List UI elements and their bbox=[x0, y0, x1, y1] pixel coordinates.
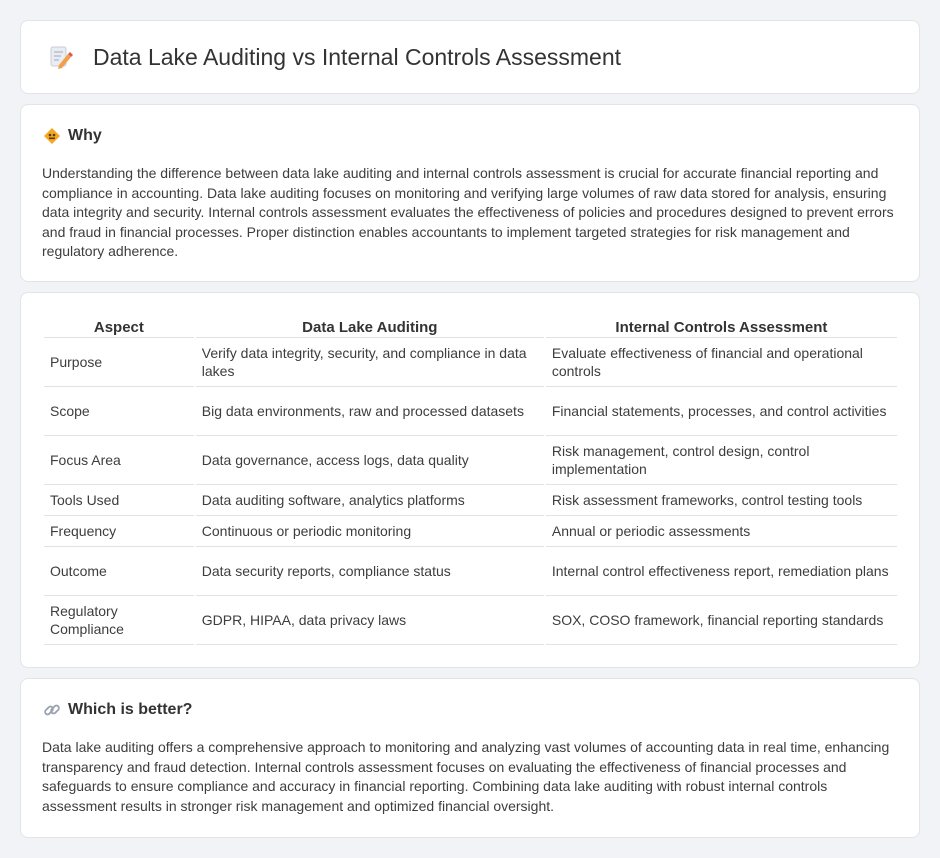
table-row bbox=[44, 387, 897, 436]
data-lake-cell: Continuous or periodic monitoring bbox=[196, 516, 544, 547]
aspect-cell: Purpose bbox=[44, 338, 194, 387]
table-header-row bbox=[44, 316, 897, 338]
data-lake-cell: Data security reports, compliance status bbox=[196, 547, 544, 596]
aspect-cell: Regulatory Compliance bbox=[44, 596, 194, 645]
header-aspect: Aspect bbox=[44, 316, 194, 338]
data-lake-cell: Verify data integrity, security, and compliance in data lakes bbox=[196, 338, 544, 387]
internal-controls-cell: SOX, COSO framework, financial reporting standards bbox=[546, 596, 897, 645]
internal-controls-cell: Evaluate effectiveness of financial and operational controls bbox=[546, 338, 897, 387]
data-lake-cell: Data auditing software, analytics platforms bbox=[196, 485, 544, 516]
which-is-better-text: Data lake auditing offers a comprehensive approach to monitoring and analyzing vast volumes of accounting data in real time, enhancing transparency and fraud detection. Internal controls assessment focuses on evaluating the effectiveness of financial processes and safeguards to ensure compliance and accuracy in financial reporting. Combining data lake auditing with robust internal controls assessment results in stronger risk management and optimized financial oversight. bbox=[42, 739, 890, 814]
header-internal-controls: Internal Controls Assessment bbox=[546, 316, 897, 338]
internal-controls-cell: Internal control effectiveness report, remediation plans bbox=[546, 547, 897, 596]
which-is-better-title: Which is better? bbox=[68, 701, 193, 718]
title-card bbox=[20, 20, 920, 94]
table-row bbox=[44, 436, 897, 485]
comparison-card bbox=[20, 292, 920, 668]
table-row bbox=[44, 485, 897, 516]
aspect-cell: Focus Area bbox=[44, 436, 194, 485]
table-row bbox=[44, 338, 897, 387]
document-pencil-icon bbox=[47, 44, 73, 70]
internal-controls-cell: Risk assessment frameworks, control testing tools bbox=[546, 485, 897, 516]
aspect-cell: Scope bbox=[44, 387, 194, 436]
header-data-lake-auditing: Data Lake Auditing bbox=[196, 316, 544, 338]
table-row bbox=[44, 516, 897, 547]
aspect-cell: Frequency bbox=[44, 516, 194, 547]
aspect-cell: Outcome bbox=[44, 547, 194, 596]
data-lake-cell: GDPR, HIPAA, data privacy laws bbox=[196, 596, 544, 645]
why-title: Why bbox=[68, 127, 102, 144]
why-text: Understanding the difference between data lake auditing and internal controls assessment is crucial for accurate financial reporting and compliance in accounting. Data lake auditing focuses on monitoring and verifying large volumes of raw data stored for analysis, ensuring data integrity and security. Internal controls assessment evaluates the effectiveness of policies and procedures designed to prevent errors and fraud in financial processes. Proper distinction enables accountants to implement targeted strategies for risk management and regulatory adherence. bbox=[42, 165, 894, 260]
data-lake-cell: Data governance, access logs, data quality bbox=[196, 436, 544, 485]
link-icon bbox=[43, 701, 61, 719]
why-section bbox=[20, 104, 920, 282]
comparison-table bbox=[42, 316, 899, 645]
data-lake-cell: Big data environments, raw and processed datasets bbox=[196, 387, 544, 436]
warning-diamond-icon bbox=[43, 127, 61, 145]
internal-controls-cell: Annual or periodic assessments bbox=[546, 516, 897, 547]
which-is-better-section bbox=[20, 678, 920, 838]
table-row bbox=[44, 547, 897, 596]
aspect-cell: Tools Used bbox=[44, 485, 194, 516]
internal-controls-cell: Financial statements, processes, and control activities bbox=[546, 387, 897, 436]
table-row bbox=[44, 596, 897, 645]
page-title: Data Lake Auditing vs Internal Controls Assessment bbox=[93, 43, 622, 70]
internal-controls-cell: Risk management, control design, control implementation bbox=[546, 436, 897, 485]
